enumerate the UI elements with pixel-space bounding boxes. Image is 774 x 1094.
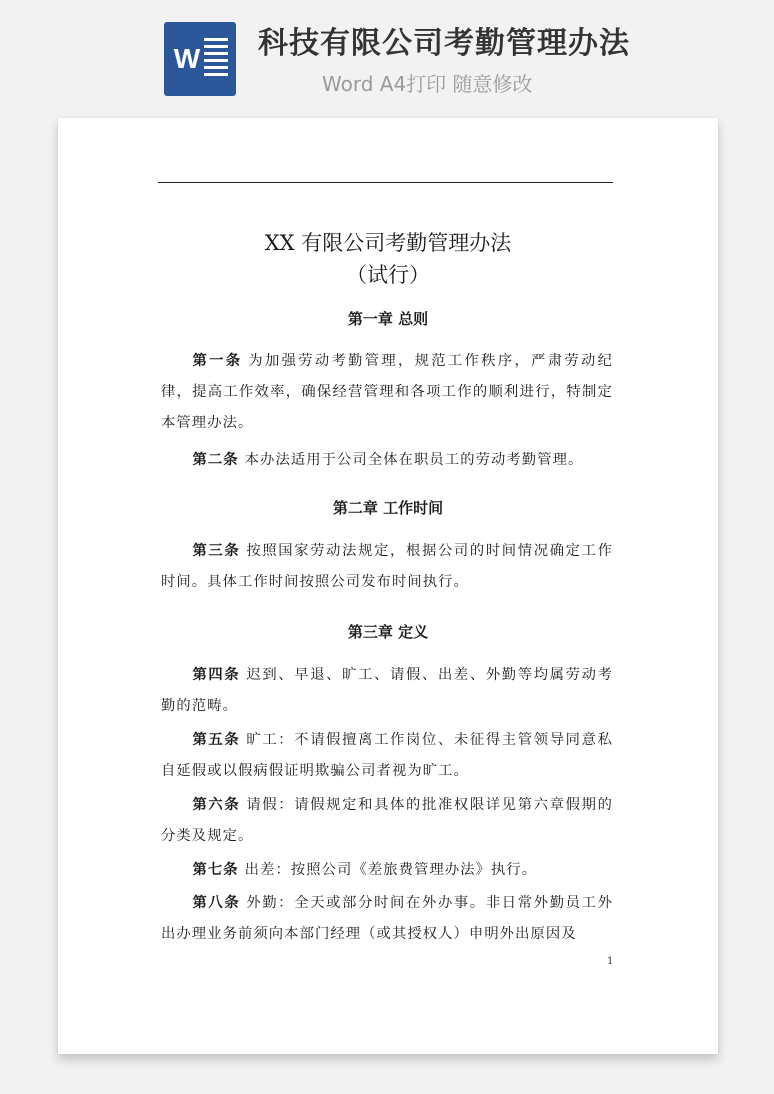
word-document-icon <box>164 22 236 96</box>
article-text: 旷工：不请假擅离工作岗位、未征得主管领导同意私自延假或以假病假证明欺骗公司者视为旷工。 <box>161 732 613 779</box>
banner-title: 科技有限公司考勤管理办法 <box>258 26 630 61</box>
article <box>161 660 613 722</box>
article-text: 外勤：全天或部分时间在外办事。非日常外勤员工外出办理业务前须向本部门经理（或其授权人）申明外出原因及 <box>161 895 613 942</box>
document-subtitle: （试行） <box>346 263 430 287</box>
banner-subtitle: Word A4打印 随意修改 <box>322 72 533 96</box>
chapter-heading: 第三章 定义 <box>347 623 429 641</box>
article-text: 本办法适用于公司全体在职员工的劳动考勤管理。 <box>244 452 584 468</box>
document-title: XX 有限公司考勤管理办法 <box>264 231 512 255</box>
article-label: 第六条 <box>192 797 241 813</box>
article-text: 请假：请假规定和具体的批准权限详见第六章假期的分类及规定。 <box>161 797 613 844</box>
article-label: 第四条 <box>192 667 241 683</box>
article-text: 出差：按照公司《差旅费管理办法》执行。 <box>244 862 538 878</box>
article-label: 第五条 <box>192 732 241 748</box>
article-label: 第一条 <box>192 353 243 369</box>
article-text: 按照国家劳动法规定，根据公司的时间情况确定工作时间。具体工作时间按照公司发布时间执行。 <box>161 543 613 590</box>
article <box>161 888 613 950</box>
word-logo-letter: W <box>173 43 201 74</box>
article-label: 第三条 <box>192 543 241 559</box>
chapter-heading: 第二章 工作时间 <box>332 499 444 517</box>
word-logo-lines <box>204 38 228 80</box>
header-rule <box>158 182 613 183</box>
article <box>161 445 613 476</box>
article-label: 第二条 <box>192 452 239 468</box>
article-label: 第八条 <box>192 895 241 911</box>
article <box>161 790 613 852</box>
header-banner <box>0 0 774 112</box>
article-text: 为加强劳动考勤管理，规范工作秩序，严肃劳动纪律，提高工作效率，确保经营管理和各项工作的顺利进行，特制定本管理办法。 <box>161 353 613 431</box>
article <box>161 855 613 886</box>
article <box>161 346 613 439</box>
chapter-heading: 第一章 总则 <box>347 310 429 328</box>
document-page <box>58 118 718 1054</box>
article <box>161 536 613 598</box>
article <box>161 725 613 787</box>
article-text: 迟到、早退、旷工、请假、出差、外勤等均属劳动考勤的范畴。 <box>161 667 613 714</box>
page-number: 1 <box>607 956 614 967</box>
article-label: 第七条 <box>192 862 239 878</box>
